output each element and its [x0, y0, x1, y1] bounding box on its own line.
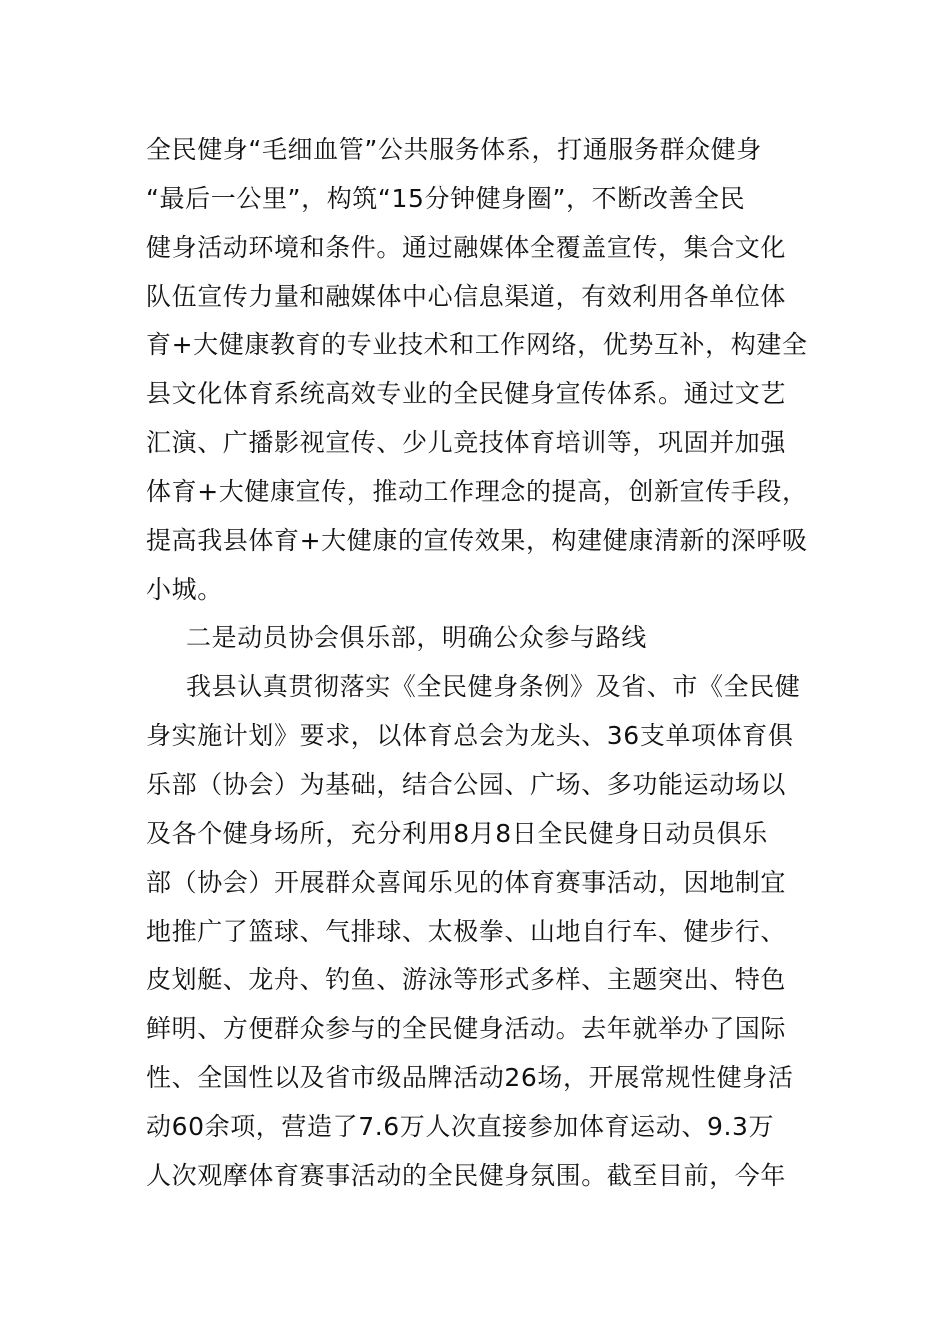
- text-line: 提高我县体育+大健康的宣传效果，构建健康清新的深呼吸: [146, 525, 808, 555]
- text-line: 鲜明、方便群众参与的全民健身活动。去年就举办了国际: [146, 1014, 787, 1044]
- text-line: 我县认真贯彻落实《全民健身条例》及省、市《全民健: [186, 672, 801, 702]
- text-line: 及各个健身场所，充分利用8月8日全民健身日动员俱乐: [146, 818, 768, 848]
- text-line: 汇演、广播影视宣传、少儿竞技体育培训等，巩固并加强: [146, 428, 787, 458]
- body-text: [146, 126, 816, 1201]
- text-line: 健身活动环境和条件。通过融媒体全覆盖宣传，集合文化: [146, 232, 787, 262]
- text-line: 乐部（协会）为基础，结合公园、广场、多功能运动场以: [146, 769, 787, 799]
- text-line: 县文化体育系统高效专业的全民健身宣传体系。通过文艺: [146, 379, 787, 409]
- text-line: 性、全国性以及省市级品牌活动26场，开展常规性健身活: [146, 1063, 794, 1093]
- text-line: 育+大健康教育的专业技术和工作网络，优势互补，构建全: [146, 330, 808, 360]
- text-line: 小城。: [146, 574, 223, 604]
- text-line: 人次观摩体育赛事活动的全民健身氛围。截至目前，今年: [146, 1160, 787, 1190]
- text-line: “最后一公里”，构筑“15分钟健身圈”，不断改善全民: [146, 183, 746, 213]
- text-line: 身实施计划》要求，以体育总会为龙头、36支单项体育俱: [146, 721, 794, 751]
- text-line: 队伍宣传力量和融媒体中心信息渠道，有效利用各单位体: [146, 281, 787, 311]
- text-line: 地推广了篮球、气排球、太极拳、山地自行车、健步行、: [146, 916, 787, 946]
- text-line: 动60余项，营造了7.6万人次直接参加体育运动、9.3万: [146, 1111, 775, 1141]
- section-heading: 二是动员协会俱乐部，明确公众参与路线: [186, 623, 647, 653]
- text-line: 全民健身“毛细血管”公共服务体系，打通服务群众健身: [146, 135, 762, 164]
- text-line: 部（协会）开展群众喜闻乐见的体育赛事活动，因地制宜: [146, 867, 787, 897]
- text-line: 皮划艇、龙舟、钓鱼、游泳等形式多样、主题突出、特色: [146, 965, 787, 995]
- text-line: 体育+大健康宣传，推动工作理念的提高，创新宣传手段，: [146, 476, 808, 506]
